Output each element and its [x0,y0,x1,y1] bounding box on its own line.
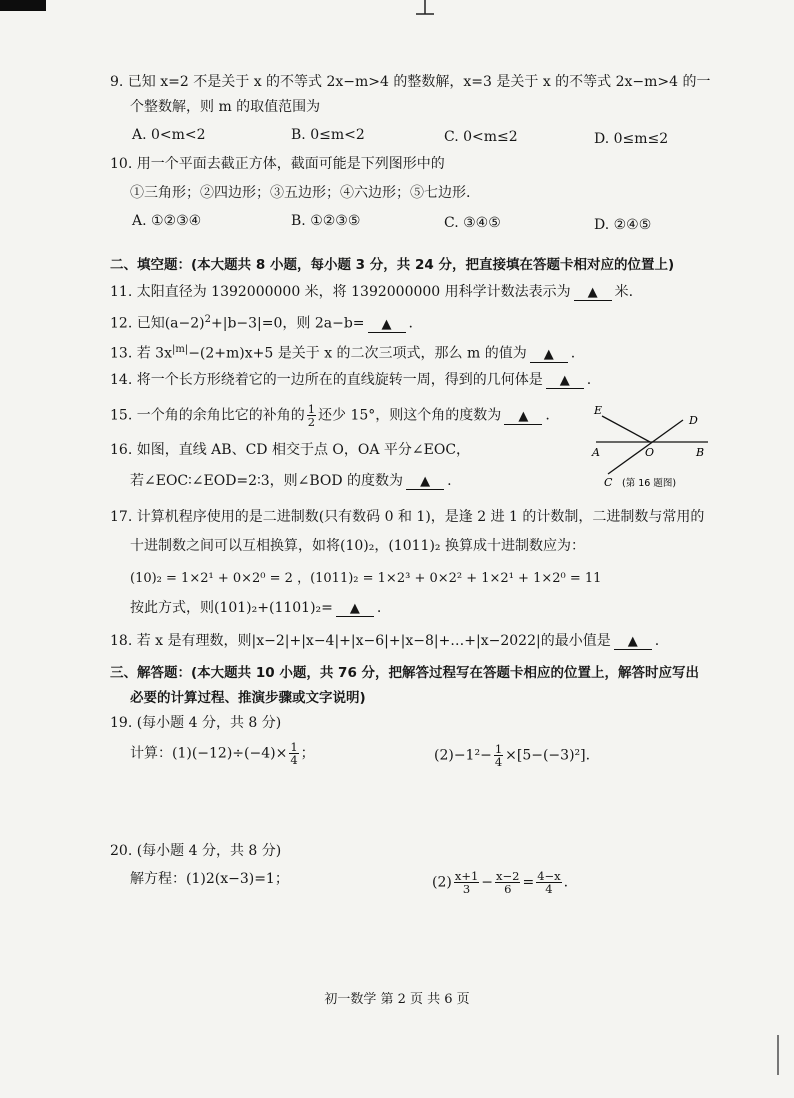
q16-line1: 16. 如图，直线 AB、CD 相交于点 O，OA 平分∠EOC， [110,442,471,458]
q17-text: 按此方式，则(101)₂+(1101)₂= [130,600,333,616]
q12-answer-blank [368,317,406,333]
minus-sign: − [481,874,494,891]
q20-part2-end: . [563,874,569,891]
q17-line2: 十进制数之间可以互相换算，如将(10)₂，(1011)₂ 换算成十进制数应为： [130,538,585,554]
q18 [110,632,659,650]
q20-fraction-2 [495,870,520,895]
fraction-denominator: 4 [494,755,503,769]
page-footer: 初一数学 第 2 页 共 6 页 [324,992,470,1007]
q9-option-d: D. 0≤m≤2 [594,131,669,147]
q13-end: . [570,345,576,362]
q18-end: . [654,633,660,649]
q17-answer-blank [336,601,374,617]
q20-part1: 解方程：(1)2(x−3)=1； [130,871,289,887]
q12-text-b: +|b−3|=0，则 2a−b= [211,315,365,332]
answer-triangle-icon: ▲ [587,285,598,300]
q20-part2-label: (2) [432,874,452,891]
q17-line1: 17. 计算机程序使用的是二进制数(只有数码 0 和 1)，是逢 2 进 1 的计数制，二进制数与常用的 [110,509,705,525]
q12 [110,311,413,333]
q20-fraction-1 [454,870,479,895]
q13-text-b: −(2+m)x+5 是关于 x 的二次三项式，那么 m 的值为 [188,345,527,362]
q11-answer-blank [574,285,612,301]
q9-option-b: B. 0≤m<2 [291,127,365,143]
q13-answer-blank [530,347,568,363]
q18-answer-blank [614,634,652,650]
fraction-denominator: 4 [290,753,298,767]
fraction-numerator: 1 [494,742,503,756]
fraction-numerator: x+1 [454,869,479,883]
equals-sign: = [522,874,535,891]
label-a: A [592,446,600,459]
answer-triangle-icon: ▲ [518,408,529,424]
label-e: E [594,404,603,417]
q15-end: . [545,407,550,424]
q17-line4 [130,599,381,617]
answer-triangle-icon: ▲ [627,634,638,649]
q14-answer-blank [546,373,584,389]
fraction-denominator: 6 [504,882,512,896]
q16-line2 [130,472,452,490]
fraction-denominator: 4 [545,882,553,896]
q15-text-a: 15. 一个角的余角比它的补角的 [110,407,305,424]
q11-text: 11. 太阳直径为 1392000000 米，将 1392000000 用科学计数法表示为 [110,284,571,300]
q9-stem-line2: 个整数解，则 m 的取值范围为 [130,99,321,115]
q15 [110,403,550,428]
q18-text: 18. 若 x 是有理数，则|x−2|+|x−4|+|x−6|+|x−8|+…+|x−2022|的最小值是 [110,633,611,649]
label-c: C [604,476,613,489]
q14-end: . [586,372,592,388]
answer-triangle-icon: ▲ [543,346,554,362]
q14 [110,371,591,389]
section3-heading-line1: 三、解答题：(本大题共 10 小题，共 76 分，把解答过程写在答题卡相应的位置上，解答时应写出 [110,665,700,681]
q11-unit: 米. [614,284,634,300]
q10-option-c: C. ③④⑤ [444,215,501,231]
label-b: B [696,446,705,459]
answer-triangle-icon: ▲ [559,373,570,388]
q20-heading: 20. (每小题 4 分，共 8 分) [110,843,282,859]
answer-triangle-icon: ▲ [349,601,360,616]
q15-fraction-denominator: 2 [307,415,316,429]
q10-option-a: A. ①②③④ [132,213,202,229]
answer-triangle-icon: ▲ [420,474,431,489]
scan-edge-mark [0,0,46,11]
fraction-numerator: 4−x [537,869,561,883]
q16-text: 若∠EOC∶∠EOD=2∶3，则∠BOD 的度数为 [130,473,404,489]
q9-option-a: A. 0<m<2 [132,127,206,143]
ray-oe [602,416,650,442]
q19-part2-end: ×[5−(−3)²]. [505,747,591,764]
q9-stem-line1: 9. 已知 x=2 不是关于 x 的不等式 2x−m>4 的整数解，x=3 是关于 x 的不等式 2x−m>4 的一 [110,74,711,90]
q16-end: . [447,473,452,489]
q12-exponent: 2 [204,314,211,325]
scan-edge-tick [777,1035,779,1075]
q16-figure [588,404,718,492]
top-binding-mark [414,0,436,18]
fraction-denominator: 3 [462,882,471,896]
fraction-numerator: 1 [290,740,298,754]
q13 [110,341,575,363]
q15-fraction-numerator: 1 [307,402,316,416]
q20-part2 [432,870,568,895]
q19-part2-fraction [494,743,503,768]
q19-part2 [434,743,590,768]
q15-answer-blank [504,409,542,425]
q12-text-a: 12. 已知(a−2) [110,315,205,332]
q9-option-c: C. 0<m≤2 [444,129,518,145]
q11 [110,283,633,301]
q19-part1-text: 计算：(1)(−12)÷(−4)× [130,745,288,762]
answer-triangle-icon: ▲ [381,316,392,332]
q17-end: . [376,600,382,616]
q10-option-d: D. ②④⑤ [594,217,652,233]
q16-answer-blank [406,474,444,490]
q13-text-a: 13. 若 3x [110,345,172,362]
label-o: O [645,446,655,459]
label-d: D [689,414,698,427]
q19-part1-fraction [289,741,298,766]
q10-stem-line1: 10. 用一个平面去截正方体，截面可能是下列图形中的 [110,156,445,172]
q19-part2-text: (2)−1²− [434,747,492,764]
section2-heading: 二、填空题：(本大题共 8 小题，每小题 3 分，共 24 分，把直接填在答题卡相对应的位置上) [110,257,675,273]
q20-fraction-3 [536,870,561,895]
q12-end: . [408,315,413,332]
section3-heading-line2: 必要的计算过程、推演步骤或文字说明) [130,690,366,706]
q10-option-b: B. ①②③⑤ [291,213,361,229]
q19-part1-end: ； [300,745,315,762]
figure-caption: (第 16 题图) [622,478,677,489]
q19-part1 [130,741,315,766]
fraction-numerator: x−2 [496,869,520,883]
q19-heading: 19. (每小题 4 分，共 8 分) [110,715,282,731]
q15-text-b: 还少 15°，则这个角的度数为 [318,407,502,424]
q15-fraction [307,403,316,428]
q14-text: 14. 将一个长方形绕着它的一边所在的直线旋转一周，得到的几何体是 [110,372,543,388]
q10-stem-line2: ①三角形；②四边形；③五边形；④六边形；⑤七边形. [130,185,471,201]
q13-exponent: |m| [171,344,189,355]
q17-formula: (10)₂ = 1×2¹ + 0×2⁰ = 2 ，(1011)₂ = 1×2³ + 0×2² + 1×2¹ + 1×2⁰ = 11 [130,571,602,586]
